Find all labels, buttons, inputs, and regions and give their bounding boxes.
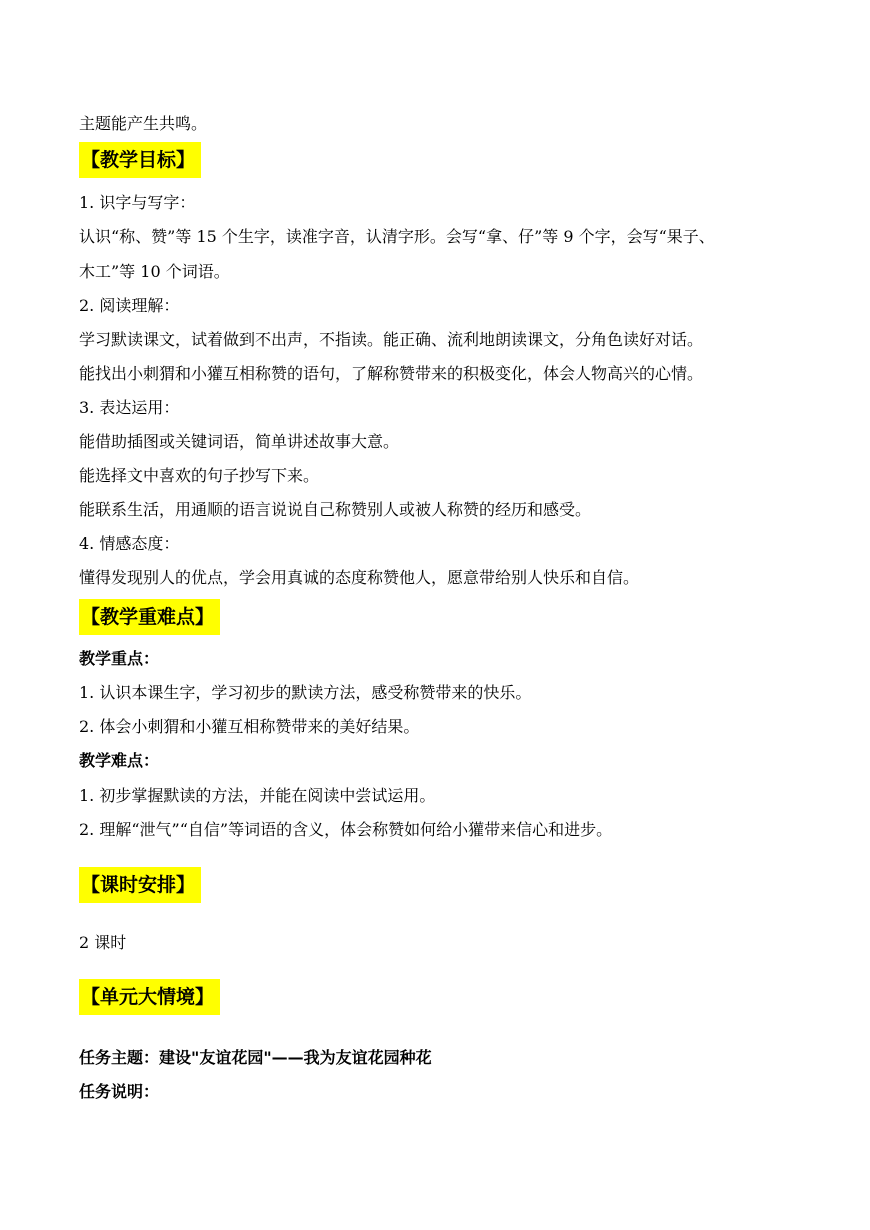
key-points-heading: 【教学重难点】 — [79, 599, 220, 635]
goals-line: 3. 表达运用： — [79, 398, 180, 417]
goals-line: 4. 情感态度： — [79, 534, 180, 553]
goals-line: 1. 识字与写字： — [79, 193, 196, 212]
goals-line: 学习默读课文，试着做到不出声，不指读。能正确、流利地朗读课文，分角色读好对话。 — [79, 330, 704, 349]
difficulty-line: 1. 初步掌握默读的方法，并能在阅读中尝试运用。 — [79, 786, 436, 805]
context-heading: 【单元大情境】 — [79, 979, 220, 1015]
goals-line: 能借助插图或关键词语，简单讲述故事大意。 — [79, 432, 400, 451]
focus-line: 2. 体会小刺猬和小獾互相称赞带来的美好结果。 — [79, 717, 420, 736]
intro-tail: 主题能产生共鸣。 — [79, 114, 208, 133]
goals-line: 能找出小刺猬和小獾互相称赞的语句，了解称赞带来的积极变化，体会人物高兴的心情。 — [79, 364, 704, 383]
focus-label: 教学重点： — [79, 649, 160, 668]
goals-line: 2. 阅读理解： — [79, 296, 180, 315]
goals-line: 能联系生活，用通顺的语言说说自己称赞别人或被人称赞的经历和感受。 — [79, 500, 592, 519]
goals-line: 认识“称、赞”等 15 个生字，读准字音，认清字形。会写“拿、仔”等 9 个字，会写“果子、 — [79, 227, 715, 246]
goals-heading: 【教学目标】 — [79, 142, 201, 178]
focus-line: 1. 认识本课生字，学习初步的默读方法，感受称赞带来的快乐。 — [79, 683, 532, 702]
goals-line: 能选择文中喜欢的句子抄写下来。 — [79, 466, 320, 485]
difficulty-label: 教学难点： — [79, 751, 160, 770]
goals-line: 懂得发现别人的优点，学会用真诚的态度称赞他人，愿意带给别人快乐和自信。 — [79, 568, 640, 587]
schedule-heading: 【课时安排】 — [79, 867, 201, 903]
task-theme: 任务主题：建设"友谊花园"——我为友谊花园种花 — [79, 1048, 432, 1067]
schedule-text: 2 课时 — [79, 933, 127, 952]
difficulty-line: 2. 理解“泄气”“自信”等词语的含义，体会称赞如何给小獾带来信心和进步。 — [79, 820, 613, 839]
task-desc-label: 任务说明： — [79, 1082, 160, 1101]
goals-line: 木工”等 10 个词语。 — [79, 262, 230, 281]
